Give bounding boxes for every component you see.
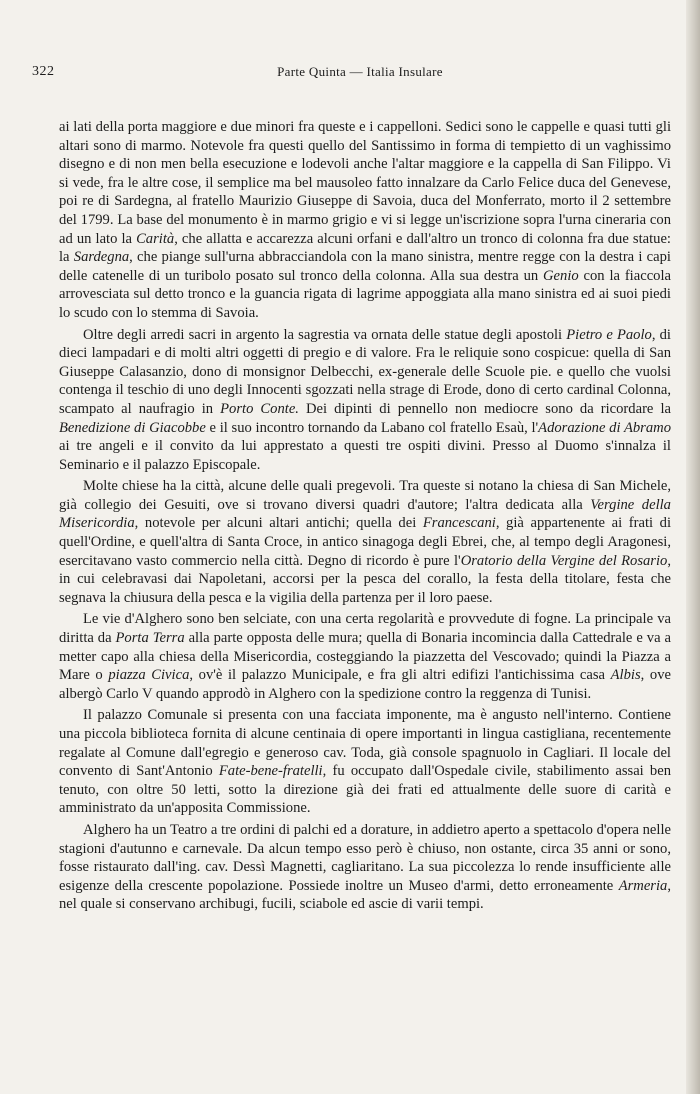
italic-run: Carità [136, 230, 175, 247]
paragraph-p1 [59, 118, 671, 323]
text-run: , notevole per alcuni altari antichi; quella dei [134, 515, 423, 532]
text-run: con la fiaccola arrovesciata sul detto tronco e la guancia rigata di lagrime appoggiata alla mano sinistra ed ai suoi piedi lo scudo con lo stemma di Savoia. [59, 267, 671, 321]
italic-run: Sardegna [73, 249, 130, 266]
italic-run: Genio [543, 267, 579, 284]
paragraph-p4 [59, 610, 671, 703]
italic-run: Albis [610, 667, 641, 684]
text-run: ai lati della porta maggiore e due minori fra queste e i cappelloni. Sedici sono le cappelle e quasi tutti gli altari sono di marmo. Notevole fra questi quello del Santissimo in forma di tempietto di un vaghissimo disegno e di non men bella esecuzione e lodevoli anche l'altar maggiore e la cappella di San Filippo. Vi si vede, fra le altre cose, il semplice ma bel mausoleo fatto innalzare da Carlo Felice duca del Genevese, poi re di Sardegna, al fratello Maurizio Giuseppe di Savoia, duca del Monferrato, morto il 2 settembre del 1799. La base del monumento è in marmo grigio e vi si legge un'iscrizione sopra l'urna cineraria con ad un lato la [59, 119, 671, 247]
italic-run: Francescani [422, 515, 496, 532]
text-run: Le vie d'Alghero sono ben selciate, con una certa regolarità e provvedute di fogne. La principale va diritta da [59, 611, 671, 647]
paragraph-p2 [59, 326, 671, 475]
paragraph-p5 [59, 706, 671, 818]
italic-run: Porta Terra [115, 630, 185, 647]
text-run: ai tre angeli e il convito da lui apprestato a questi tre ospiti divini. Presso al Duomo s'innalza il Seminario e il palazzo Episcopale. [59, 438, 671, 473]
text-run: Dei dipinti di pennello non mediocre sono da ricordare la [298, 400, 671, 417]
text-run: , già appartenente ai frati di quell'Ordine, e quell'altra di Santa Croce, in antico sinagoga degli Ebrei, che, al tempo degli Aragonesi, esercitavano vasto commercio nella città. Degno di ricordo è pure l' [59, 515, 671, 569]
text-run: e il suo incontro tornando da Labano col fratello Esaù, l' [205, 419, 539, 436]
italic-run: Porto Conte. [220, 400, 299, 417]
italic-run: piazza Civica [108, 667, 190, 684]
page-edge [686, 0, 700, 1094]
text-run: , che allatta e accarezza alcuni orfani e dall'altro un tronco di colonna fra due statue: la [59, 230, 671, 266]
italic-run: Vergine della Misericordia [59, 496, 671, 532]
text-run: Alghero ha un Teatro a tre ordini di palchi ed a dorature, in addietro aperto a spettacolo d'opera nelle stagioni d'autunno e carnevale. Da alcun tempo esso però è chiuso, non ostante, circa 35 anni or sono, fosse ristaurato dall'ing. cav. Dessì Magnetti, cagliaritano. La sua piccolezza lo rende insufficiente alle esigenze della crescente popolazione. Possiede inoltre un Museo d'armi, detto erroneamente [59, 821, 671, 894]
text-run: , fu occupato dall'Ospedale civile, stabilimento assai ben tenuto, con oltre 50 letti, sotto la direzione già dei frati ed attualmente delle suore di carità e amministrato da un'apposita Commissione. [59, 763, 672, 817]
italic-run: Oratorio della Vergine del Rosario [460, 552, 668, 569]
italic-run: Fate-bene-fratelli [218, 763, 323, 780]
italic-run: Armeria [618, 877, 668, 894]
text-run: , che piange sull'urna abbracciandola con la mano sinistra, mentre regge con la destra i capi delle catenelle di un turibolo posato sul tronco della colonna. Alla sua destra un [59, 249, 671, 284]
text-run: alla parte opposta delle mura; quella di Bonaria incomincia dalla Cattedrale e va a metter capo alla chiesa della Misericordia, costeggiando la piazzetta del Vescovado; quindi la Piazza a Mare o [59, 630, 671, 684]
body-text [59, 118, 671, 917]
text-run: Il palazzo Comunale si presenta con una facciata imponente, ma è angusto nell'interno. Contiene una piccola biblioteca fornita di alcune centinaia di opere importanti in lingua castigliana, recentemente regalate al Comune dall'egregio e generoso cav. Toda, già console spagnuolo in Cagliari. Il locale del convento di Sant'Antonio [59, 707, 671, 780]
text-run: , ove albergò Carlo V quando approdò in Alghero con la spedizione contro la reggenza di Tunisi. [59, 667, 671, 702]
italic-run: Benedizione di Giacobbe [59, 419, 206, 436]
text-run: , ov'è il palazzo Municipale, e fra gli altri edifizi l'antichissima casa [189, 667, 611, 684]
paragraph-p3 [59, 477, 671, 607]
paragraph-p6 [59, 821, 671, 914]
italic-run: Adorazione di Abramo [538, 419, 671, 436]
text-run: , di dieci lampadari e di molti altri oggetti di pregio e di valore. Fra le reliquie sono cospicue: quella di San Giuseppe Calasanzio, dono di monsignor Delbecchi, ex-generale delle Scuole pie. e quello che vuolsi contenga il teschio di uno degli Innocenti sgozzati nella strage di Erode, dono di certo cardinal Colonna, scampato al naufragio in [59, 326, 671, 417]
page-header [32, 64, 668, 86]
italic-run: Pietro e Paolo [566, 326, 652, 343]
page-number: 322 [32, 64, 55, 79]
running-title: Parte Quinta — Italia Insulare [277, 64, 443, 79]
text-run: Oltre degli arredi sacri in argento la sagrestia va ornata delle statue degli apostoli [83, 326, 567, 343]
text-run: , in cui celebravasi dai Napoletani, accorsi per la pesca del corallo, la festa della titolare, festa che segnava la chiusura della pesca e la vigilia della partenza per il loro paese. [59, 552, 671, 606]
text-run: , nel quale si conservano archibugi, fucili, sciabole ed ascie di varii tempi. [59, 877, 671, 913]
text-run: Molte chiese ha la città, alcune delle quali pregevoli. Tra queste si notano la chiesa di San Michele, già collegio dei Gesuiti, ove si trovano diversi quadri d'autore; l'altra dedicata alla [59, 478, 671, 513]
